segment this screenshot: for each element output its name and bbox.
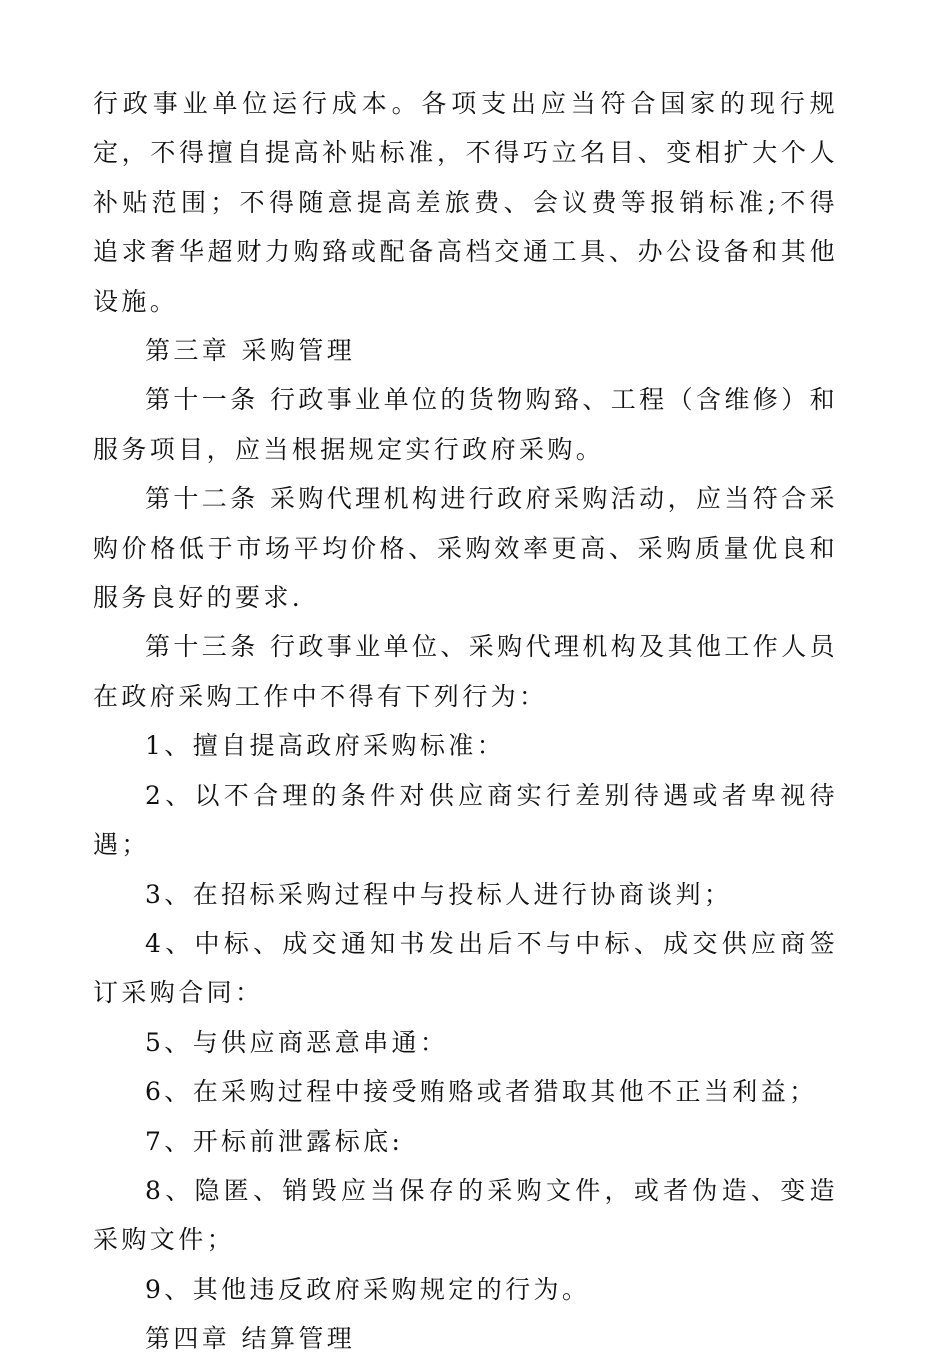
chapter-4-heading: 第四章 结算管理 — [145, 1324, 356, 1354]
document-body — [93, 79, 838, 1364]
list-item-4: 4、中标、成交通知书发出后不与中标、成交供应商签订采购合同： — [93, 928, 838, 1008]
list-item-1: 1、擅自提高政府采购标准： — [145, 731, 506, 761]
list-item-3: 3、在招标采购过程中与投标人进行协商谈判； — [145, 879, 733, 909]
list-item-7: 7、开标前泄露标底: — [145, 1126, 404, 1156]
list-item-9: 9、其他违反政府采购规定的行为。 — [145, 1274, 591, 1304]
article-11: 第十一条 行政事业单位的货物购臵、工程（含维修）和服务项目，应当根据规定实行政府采购。 — [93, 385, 838, 464]
list-item-8: 8、隐匿、销毁应当保存的采购文件，或者伪造、变造采购文件； — [93, 1175, 838, 1255]
continued-paragraph: 行政事业单位运行成本。各项支出应当符合国家的现行规定，不得擅自提高补贴标准，不得巧立名目、变相扩大个人补贴范围；不得随意提高差旅费、会议费等报销标准;不得追求奢华超财力购臵或配备高档交通工具、办公设备和其他设施。 — [93, 89, 838, 316]
article-13: 第十三条 行政事业单位、采购代理机构及其他工作人员在政府采购工作中不得有下列行为： — [93, 632, 838, 711]
list-item-2: 2、以不合理的条件对供应商实行差别待遇或者卑视待遇； — [93, 780, 838, 860]
list-item-5: 5、与供应商恶意串通： — [145, 1027, 449, 1057]
article-12: 第十二条 采购代理机构进行政府采购活动，应当符合采购价格低于市场平均价格、采购效率更高、采购质量优良和服务良好的要求. — [93, 484, 838, 613]
chapter-3-heading: 第三章 采购管理 — [145, 336, 356, 366]
list-item-6: 6、在采购过程中接受贿赂或者猎取其他不正当利益； — [145, 1077, 818, 1107]
